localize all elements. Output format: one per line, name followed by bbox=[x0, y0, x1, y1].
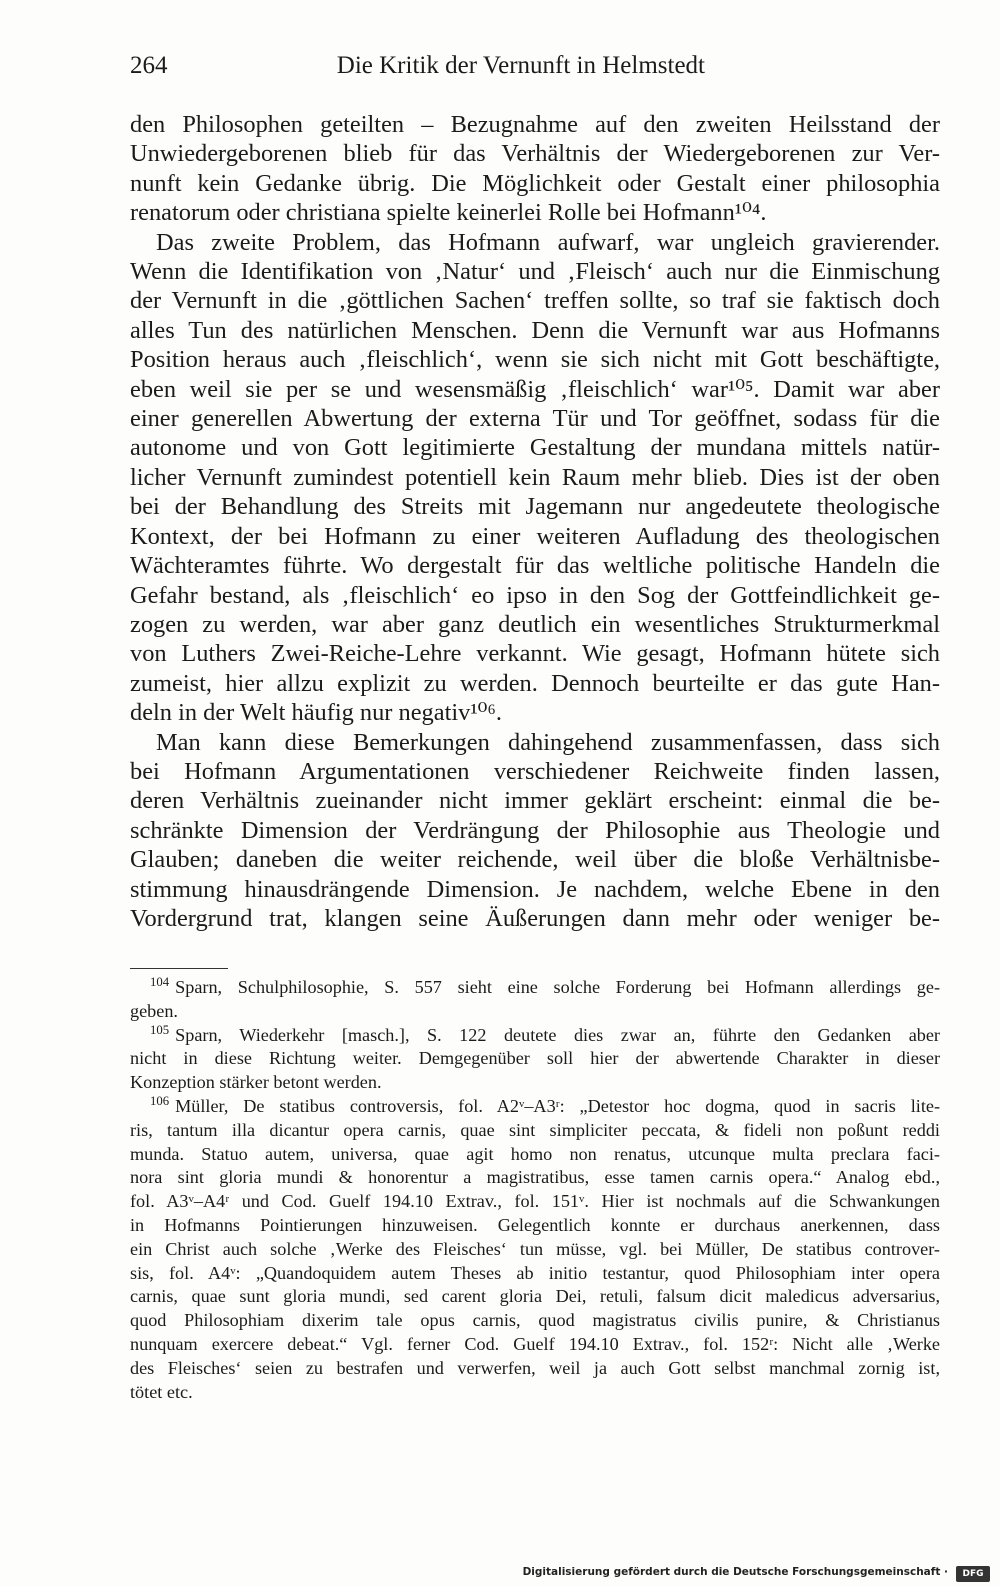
footnote-text: fol. A3ᵛ–A4ʳ und Cod. Guelf 194.10 Extrav., fol. 151ᵛ. Hier ist nochmals auf die Schwankungen bbox=[130, 1191, 940, 1212]
text-line: zogen zu werden, war aber ganz deutlich ein wesentliches Strukturmerkmal bbox=[130, 610, 940, 638]
footnote-text: geben. bbox=[130, 1000, 178, 1021]
footnote-text: Sparn, Wiederkehr [masch.], S. 122 deutete dies zwar an, führte den Gedanken aber bbox=[175, 1024, 940, 1045]
footnote-text: sis, fol. A4ᵛ: „Quandoquidem autem Theses ab initio testantur, quod Philosophiam inter opera bbox=[130, 1262, 940, 1283]
footnote-104 bbox=[130, 976, 940, 1024]
text-line: Gefahr bestand, als ‚fleischlich‘ eo ipso in den Sog der Gottfeindlichkeit ge- bbox=[130, 581, 940, 609]
footnote-number: 106 bbox=[150, 1093, 170, 1108]
footnote-rule bbox=[130, 968, 228, 969]
text-line: Man kann diese Bemerkungen dahingehend zusammenfassen, dass sich bbox=[156, 728, 940, 756]
footnote-number: 105 bbox=[150, 1022, 170, 1037]
footnote-text: Konzeption stärker betont werden. bbox=[130, 1072, 382, 1093]
paragraph-2 bbox=[130, 228, 940, 728]
text-line: renatorum oder christiana spielte keinerlei Rolle bei Hofmann¹⁰⁴. bbox=[130, 199, 767, 227]
text-line: nunft kein Gedanke übrig. Die Möglichkeit oder Gestalt einer philosophia bbox=[130, 169, 940, 197]
footnote-text: ein Christ auch solche ‚Werke des Fleisches‘ tun müsse, vgl. bei Müller, De statibus controver- bbox=[130, 1238, 940, 1259]
text-line: stimmung hinausdrängende Dimension. Je nachdem, welche Ebene in den bbox=[130, 875, 940, 903]
footnote-text: in Hofmanns Pointierungen hinzuweisen. Gelegentlich konnte er durchaus anerkennen, dass bbox=[130, 1214, 940, 1235]
footnote-text: carnis, quae sunt gloria mundi, sed carent gloria Dei, retuli, falsum dicit maledicus adversarius, bbox=[130, 1286, 940, 1307]
text-line: eben weil sie per se und wesensmäßig ‚fleischlich‘ war¹⁰⁵. Damit war aber bbox=[130, 375, 940, 403]
footnote-text: Müller, De statibus controversis, fol. A2ᵛ–A3ʳ: „Detestor hoc dogma, quod in sacris lite- bbox=[175, 1095, 940, 1116]
footnote-text: munda. Statuo autem, universa, quae agit homo non renatus, utcunque multa preclara faci- bbox=[130, 1143, 940, 1164]
footnote-text: nicht in diese Richtung weiter. Demgegenüber soll hier der abwertende Charakter in dieser bbox=[130, 1048, 940, 1069]
footnote-text: Sparn, Schulphilosophie, S. 557 sieht eine solche Forderung bei Hofmann allerdings ge- bbox=[175, 977, 940, 997]
text-line: zumeist, hier allzu explizit zu werden. Dennoch beurteilte er das gute Han- bbox=[130, 669, 940, 697]
text-line: deren Verhältnis zueinander nicht immer geklärt erscheint: einmal die be- bbox=[130, 787, 940, 815]
footnote-text: quod Philosophiam dixerim tale opus carnis, quod magistratus civilis punire, & Christianus bbox=[130, 1310, 940, 1331]
text-line: Kontext, der bei Hofmann zu einer weiteren Aufladung des theologischen bbox=[130, 522, 940, 550]
text-line: Glauben; daneben die weiter reichende, weil über die bloße Verhältnisbe- bbox=[130, 846, 940, 874]
footnote-text: nora sint gloria mundi & honorentur a magistratibus, esse tamen carnis opera.“ Analog ebd., bbox=[130, 1167, 940, 1188]
text-line: bei Hofmann Argumentationen verschiedener Reichweite finden lassen, bbox=[130, 757, 940, 785]
page-header bbox=[130, 52, 940, 86]
text-line: licher Vernunft zumindest potentiell kein Raum mehr blieb. Dies ist der oben bbox=[130, 463, 940, 491]
text-line: Vordergrund trat, klangen seine Äußerungen dann mehr oder weniger be- bbox=[130, 904, 940, 932]
running-head: Die Kritik der Vernunft in Helmstedt bbox=[336, 52, 705, 79]
footnote-number: 104 bbox=[150, 974, 170, 989]
text-line: Wenn die Identifikation von ‚Natur‘ und ‚Fleisch‘ auch nur die Einmischung bbox=[130, 258, 940, 286]
text-line: Wächteramtes führte. Wo dergestalt für das weltliche politische Handeln die bbox=[130, 552, 940, 580]
text-line: Unwiedergeborenen blieb für das Verhältnis der Wiedergeborenen zur Ver- bbox=[130, 140, 940, 168]
text-line: Position heraus auch ‚fleischlich‘, wenn sie sich nicht mit Gott beschäftigte, bbox=[130, 346, 940, 374]
text-line: bei der Behandlung des Streits mit Jagemann nur angedeutete theologische bbox=[130, 493, 940, 521]
text-line: alles Tun des natürlichen Menschen. Denn die Vernunft war aus Hofmanns bbox=[130, 316, 940, 344]
text-line: den Philosophen geteilten – Bezugnahme auf den zweiten Heilsstand der bbox=[130, 111, 940, 138]
digitization-credit: Digitalisierung gefördert durch die Deutsche Forschungsgemeinschaft · bbox=[522, 1566, 948, 1578]
paragraph-1 bbox=[130, 110, 940, 228]
text-line: einer generellen Abwertung der externa Tür und Tor geöffnet, sodass für die bbox=[130, 405, 940, 433]
footnotes bbox=[130, 976, 940, 1404]
page-number: 264 bbox=[130, 52, 168, 79]
main-text bbox=[130, 110, 940, 933]
text-line: der Vernunft in die ‚göttlichen Sachen‘ treffen sollte, so traf sie faktisch doch bbox=[130, 287, 940, 315]
footnote-text: tötet etc. bbox=[130, 1381, 193, 1402]
text-line: schränkte Dimension der Verdrängung der Philosophie aus Theologie und bbox=[130, 816, 940, 844]
footnote-text: des Fleisches‘ seien zu bestrafen und verwerfen, weil ja auch Gott selbst manchmal zornig ist, bbox=[130, 1357, 940, 1378]
paragraph-3 bbox=[130, 728, 940, 934]
dfg-logo: DFG bbox=[956, 1566, 990, 1582]
text-line: deln in der Welt häufig nur negativ¹⁰⁶. bbox=[130, 699, 503, 727]
text-line: autonome und von Gott legitimierte Gestaltung der mundana mittels natür- bbox=[130, 434, 940, 462]
footnote-106 bbox=[130, 1095, 940, 1404]
footnote-text: nunquam exercere debeat.“ Vgl. ferner Cod. Guelf 194.10 Extrav., fol. 152ʳ: Nicht alle ‚Werke bbox=[130, 1333, 940, 1354]
footnote-text: ris, tantum illa dicantur opera carnis, quae sint simpliciter peccata, & fideli non poßunt reddi bbox=[130, 1119, 940, 1140]
text-line: Das zweite Problem, das Hofmann aufwarf, war ungleich gravierender. bbox=[156, 228, 940, 256]
footnote-105 bbox=[130, 1024, 940, 1095]
text-line: von Luthers Zwei-Reiche-Lehre verkannt. Wie gesagt, Hofmann hütete sich bbox=[130, 640, 940, 668]
